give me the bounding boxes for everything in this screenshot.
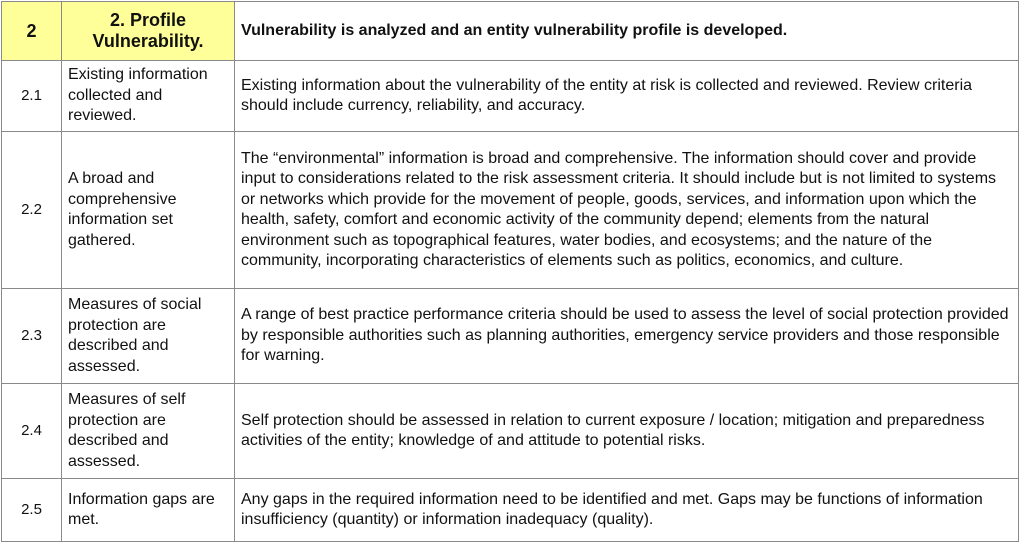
vulnerability-table	[1, 1, 1019, 542]
row-description: A range of best practice performance criteria should be used to assess the level of social protection provided by responsible authorities such as planning authorities, emergency service providers and those responsible for warning.	[241, 306, 1009, 365]
header-summary-cell	[235, 2, 1019, 61]
row-description-cell	[235, 132, 1019, 289]
row-name-cell	[62, 132, 235, 289]
table-row	[2, 289, 1019, 384]
table-row	[2, 132, 1019, 289]
header-title: 2. Profile Vulnerability.	[92, 10, 204, 51]
row-description: The “environmental” information is broad and comprehensive. The information should cover and provide input to considerations related to the risk assessment criteria. It should include but is not limited to systems or networks which provide for the movement of people, goods, services, and information upon which the health, safety, comfort and economic activity of the community depend; elements from the natural environment such as topographical features, water bodies, and ecosystems; and the nature of the community, incorporating characteristics of elements such as politics, economics, and culture.	[241, 149, 997, 269]
header-number-cell	[2, 2, 62, 61]
header-row	[2, 2, 1019, 61]
row-name-cell	[62, 61, 235, 132]
row-number-cell	[2, 61, 62, 132]
row-description: Existing information about the vulnerability of the entity at risk is collected and reviewed. Review criteria should include currency, reliability, and accuracy.	[241, 76, 973, 114]
row-number: 2.1	[21, 87, 42, 104]
row-number: 2.5	[21, 501, 42, 518]
row-description-cell	[235, 384, 1019, 479]
row-number-cell	[2, 132, 62, 289]
table-row	[2, 384, 1019, 479]
row-name: Existing information collected and reviewed.	[68, 66, 208, 125]
row-description-cell	[235, 289, 1019, 384]
row-name: Measures of self protection are described and assessed.	[68, 391, 186, 470]
row-name-cell	[62, 289, 235, 384]
header-title-cell	[62, 2, 235, 61]
row-number: 2.4	[21, 422, 42, 439]
header-number: 2	[26, 20, 37, 41]
row-description-cell	[235, 479, 1019, 542]
row-number-cell	[2, 384, 62, 479]
row-description: Self protection should be assessed in relation to current exposure / location; mitigation and preparedness activities of the entity; knowledge of and attitude to potential risks.	[241, 411, 985, 449]
row-name-cell	[62, 384, 235, 479]
row-number-cell	[2, 289, 62, 384]
row-description-cell	[235, 61, 1019, 132]
table-row	[2, 61, 1019, 132]
row-number: 2.3	[21, 327, 42, 344]
row-number: 2.2	[21, 201, 42, 218]
row-name: A broad and comprehensive information set gathered.	[68, 170, 177, 249]
row-number-cell	[2, 479, 62, 542]
header-summary: Vulnerability is analyzed and an entity vulnerability profile is developed.	[241, 22, 788, 39]
row-name: Measures of social protection are described and assessed.	[68, 296, 202, 375]
table-row	[2, 479, 1019, 542]
row-name: Information gaps are met.	[68, 490, 215, 528]
row-description: Any gaps in the required information need to be identified and met. Gaps may be functions of information insufficiency (quantity) or information inadequacy (quality).	[241, 490, 983, 528]
row-name-cell	[62, 479, 235, 542]
